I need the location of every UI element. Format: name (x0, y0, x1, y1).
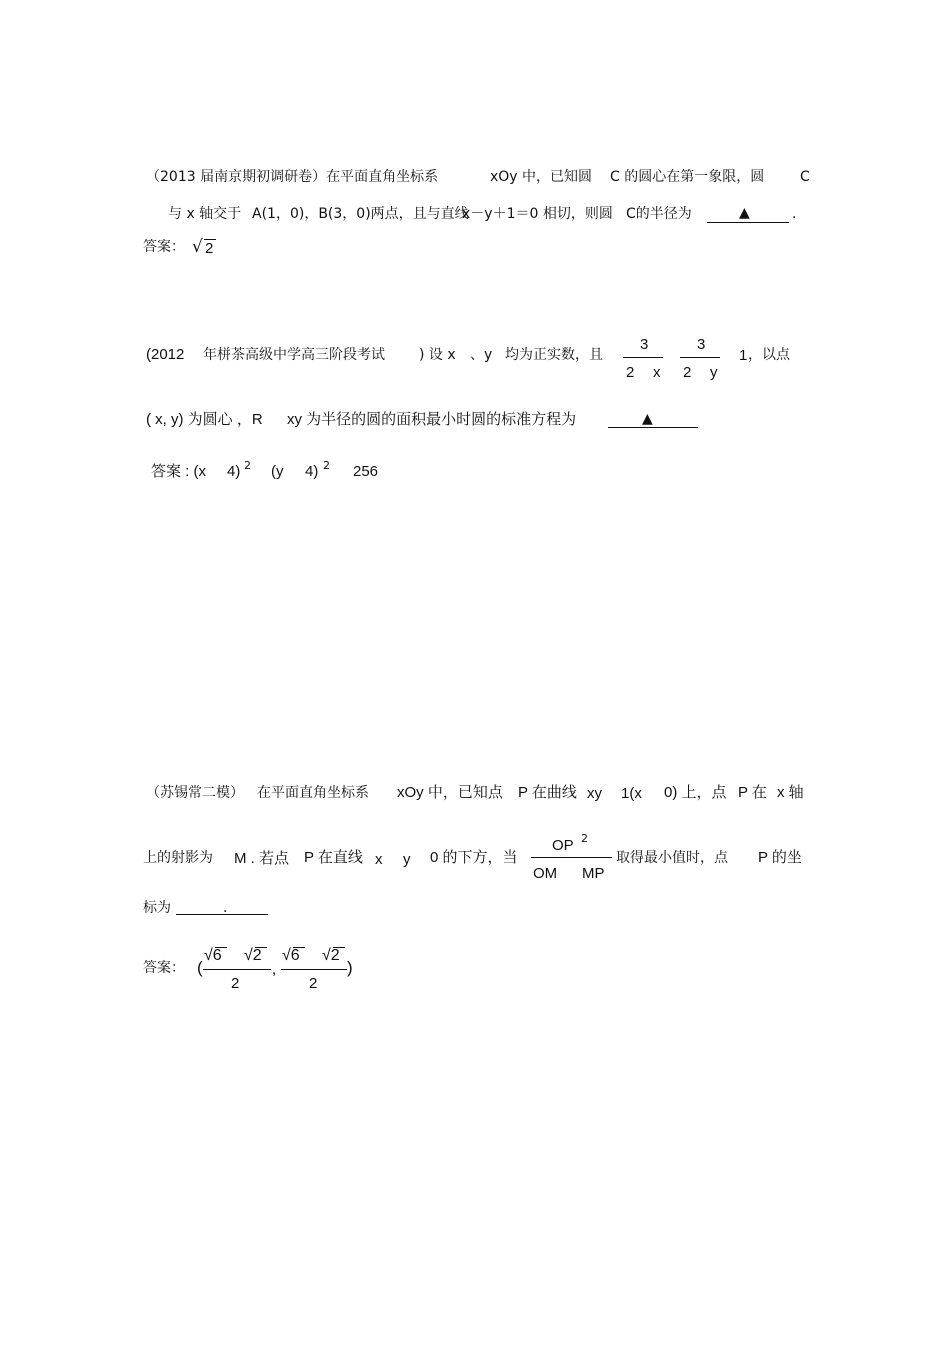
p3-ans-frac2-bar (281, 969, 347, 970)
p3-line3-dot: . (223, 900, 228, 916)
p3-text-1: （苏锡常二模） (146, 785, 244, 801)
blank-marker-icon: ▲ (642, 411, 653, 427)
p3-frac-den-a: OM (533, 865, 558, 882)
p2-rhs: 1 (739, 347, 748, 364)
p3-text-6: 1(x (621, 785, 642, 802)
blank-marker-icon: ▲ (739, 205, 750, 221)
p1-answer-label: 答案： (143, 239, 185, 255)
p3-text-7: 0) 上，点 (664, 784, 727, 801)
p2-frac1-bar (623, 357, 663, 358)
p2-text-1: (2012 (146, 346, 185, 363)
p2-frac2-bar (680, 357, 720, 358)
p1-text-3: C 的圆心在第一象限，圆 (610, 169, 765, 185)
p3-frac-bar (531, 857, 612, 858)
p3-ans-den-2: 2 (309, 975, 318, 992)
p1-line2-a: 与 x 轴交于 (168, 206, 242, 222)
p1-text-2: xOy 中，已知圆 (490, 169, 593, 185)
p3-line2-f: 0 的下方，当 (430, 849, 518, 866)
p3-text-5: xy (587, 785, 602, 802)
p3-frac-sup: 2 (581, 832, 588, 845)
p3-text-2: 在平面直角坐标系 (257, 785, 369, 801)
p3-answer-blank (176, 914, 268, 915)
p2-frac2-den-a: 2 (683, 364, 692, 381)
p3-ans-close-paren: ) (347, 958, 353, 977)
p3-text-8: P 在 (738, 784, 767, 801)
p2-answer-c: 4) (305, 463, 319, 480)
p3-sqrt-vinculum-3 (293, 947, 305, 948)
p3-line2-h: P 的坐 (758, 849, 802, 866)
p3-ans-open-paren: ( (197, 958, 203, 977)
p2-line2-a: ( x, y) 为圆心 ，R (146, 411, 263, 428)
p3-sqrt-vinculum-1 (215, 947, 227, 948)
p3-ans-frac1-bar (203, 969, 271, 970)
p2-frac2-numerator: 3 (697, 336, 706, 353)
p3-ans-den-1: 2 (231, 975, 240, 992)
p3-sqrt-vinculum-4 (333, 947, 345, 948)
p2-text-6: ，以点 (748, 347, 790, 363)
p1-line2-b: A(1，0)，B(3，0)两点，且与直线 (252, 206, 469, 222)
p1-text-1: （2013 届南京期初调研卷）在平面直角坐标系 (146, 169, 439, 185)
p3-frac-numerator: OP (552, 837, 574, 854)
p1-answer-blank (707, 222, 789, 223)
sqrt-icon: √2 (322, 947, 340, 964)
p2-answer-sup-2: 2 (323, 459, 330, 472)
p2-answer-a: 4) (227, 463, 241, 480)
p3-ans-comma: , (272, 961, 277, 978)
p2-text-5: 均为正实数，且 (505, 347, 603, 363)
p2-frac2-den-b: y (710, 364, 718, 381)
p2-answer-d: 256 (353, 463, 379, 480)
p3-line2-d: x (375, 851, 383, 868)
p3-text-4: P 在曲线 (518, 784, 577, 801)
p2-answer-sup-1: 2 (244, 459, 251, 472)
p2-text-2: 年栟茶高级中学高三阶段考试 (203, 347, 385, 363)
p1-line2-c: x－y＋1＝0 相切，则圆 (462, 206, 613, 222)
sqrt-icon: √ (192, 237, 203, 257)
p3-text-3: xOy 中，已知点 (397, 784, 503, 801)
sqrt-icon: √2 (244, 947, 262, 964)
p2-line2-b: xy 为半径的圆的面积最小时圆的标准方程为 (287, 411, 577, 428)
p2-frac1-den-b: x (653, 364, 661, 381)
p3-line2-g: 取得最小值时，点 (616, 850, 728, 866)
p2-text-4: 、y (470, 347, 493, 363)
p2-frac1-den-a: 2 (626, 364, 635, 381)
p1-line2-d: C的半径为 (626, 206, 692, 222)
p3-text-9: x 轴 (777, 784, 804, 801)
p3-line2-a: 上的射影为 (143, 850, 213, 866)
p3-answer-label: 答案： (143, 960, 185, 976)
p3-line2-c: P 在直线 (304, 849, 363, 866)
p1-answer-value: 2 (205, 240, 214, 257)
p3-sqrt-vinculum-2 (255, 947, 267, 948)
p2-answer-blank (608, 427, 698, 428)
p3-line2-b: M . 若点 (234, 850, 289, 867)
p2-answer-label: 答案 : (x (151, 463, 206, 480)
p2-answer-b: (y (271, 463, 284, 480)
p1-period: . (792, 206, 797, 222)
sqrt-icon: √6 (282, 947, 300, 964)
p3-frac-den-b: MP (582, 865, 605, 882)
p2-text-3: ) 设 x (419, 347, 456, 363)
sqrt-icon: √6 (204, 947, 222, 964)
p2-frac1-numerator: 3 (640, 336, 649, 353)
p1-text-4: C (800, 169, 810, 185)
p3-line2-e: y (403, 851, 411, 868)
p3-line3-a: 标为 (143, 900, 171, 916)
